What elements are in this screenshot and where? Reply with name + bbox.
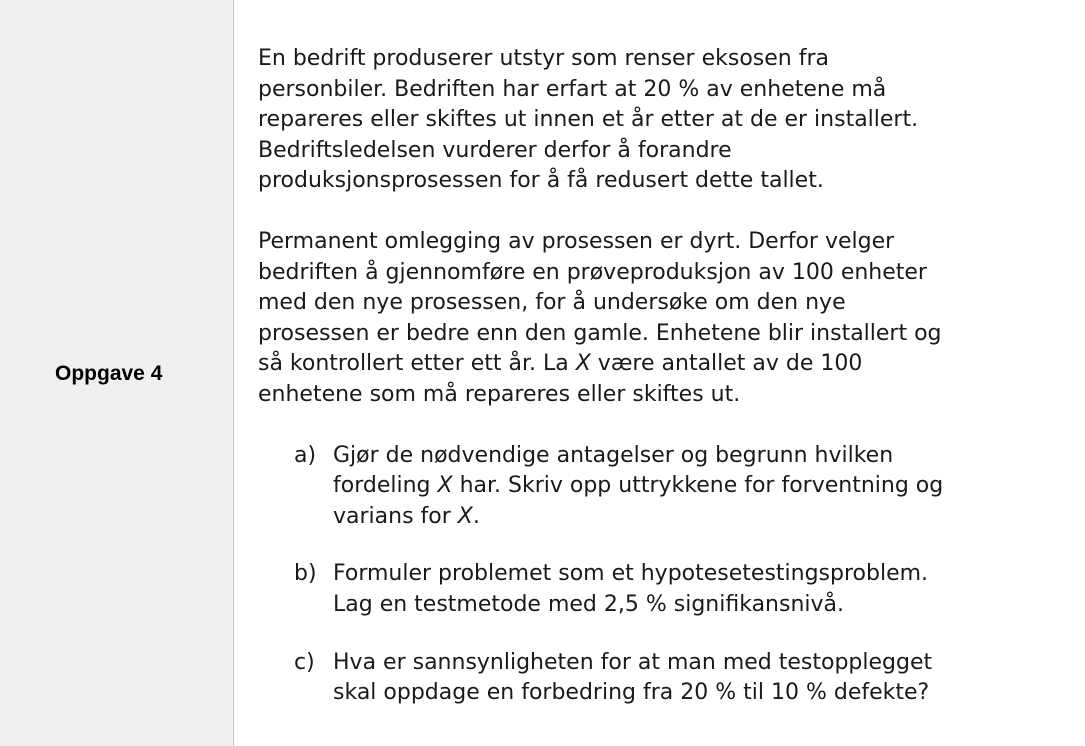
subtask-a-marker: a) — [294, 442, 317, 468]
task-label: Oppgave 4 — [55, 362, 163, 385]
intro-p2-line-3: med den nye prosessen, for å undersøke om den nye — [258, 290, 846, 316]
intro-p2-line-5-text-a: så kontrollert etter ett år. La — [258, 351, 576, 377]
intro-paragraph-1 — [258, 44, 1058, 197]
intro-p1-line-2: personbiler. Bedriften har erfart at 20 % av enhetene må — [258, 76, 887, 102]
subtask-a-line-1: Gjør de nødvendige antagelser og begrunn hvilken — [333, 442, 894, 468]
subtask-c — [258, 648, 1058, 709]
subtask-a-line-2-text-b: har. Skriv opp uttrykkene for forventning og — [452, 473, 944, 499]
variable-x: X — [437, 473, 453, 499]
intro-p1-line-1: En bedrift produserer utstyr som renser eksosen fra — [258, 46, 830, 71]
subtask-b-marker: b) — [294, 561, 317, 587]
subtask-a-line-3-text-a: varians for — [333, 503, 458, 529]
task-content — [258, 44, 1058, 709]
intro-p2-line-5 — [258, 349, 1058, 380]
intro-p2-line-6: enhetene som må repareres eller skiftes ut. — [258, 381, 741, 407]
subtask-a-line-2 — [333, 471, 1058, 502]
subtask-a-line-3 — [333, 502, 1058, 533]
subtask-c-marker: c) — [294, 649, 315, 675]
intro-paragraph-2 — [258, 227, 1058, 411]
subtask-b-line-1: Formuler problemet som et hypotesetestingsproblem. — [333, 561, 929, 587]
intro-p2-line-1: Permanent omlegging av prosessen er dyrt. Derfor velger — [258, 228, 895, 254]
variable-x: X — [575, 351, 591, 377]
subtask-b — [258, 559, 1058, 620]
subtask-list — [258, 441, 1058, 709]
intro-p1-line-5: produksjonsprosessen for å få redusert dette tallet. — [258, 168, 824, 194]
subtask-a — [258, 441, 1058, 533]
subtask-a-line-2-text-a: fordeling — [333, 473, 438, 499]
subtask-a-line-3-text-b: . — [472, 503, 480, 529]
intro-p2-line-2: bedriften å gjennomføre en prøveproduksjon av 100 enheter — [258, 259, 927, 285]
variable-x: X — [457, 503, 473, 529]
subtask-b-line-2: Lag en testmetode med 2,5 % signifikansnivå. — [333, 591, 845, 617]
intro-p1-line-3: repareres eller skiftes ut innen et år etter at de er installert. — [258, 107, 919, 133]
subtask-c-line-2: skal oppdage en forbedring fra 20 % til 10 % defekte? — [333, 680, 930, 706]
intro-p2-line-4: prosessen er bedre enn den gamle. Enhetene blir installert og — [258, 320, 942, 346]
subtask-c-line-1: Hva er sannsynligheten for at man med testopplegget — [333, 649, 933, 675]
intro-p2-line-5-text-b: være antallet av de 100 — [590, 351, 863, 377]
task-sidebar — [0, 0, 234, 746]
intro-p1-line-4: Bedriftsledelsen vurderer derfor å forandre — [258, 137, 732, 163]
